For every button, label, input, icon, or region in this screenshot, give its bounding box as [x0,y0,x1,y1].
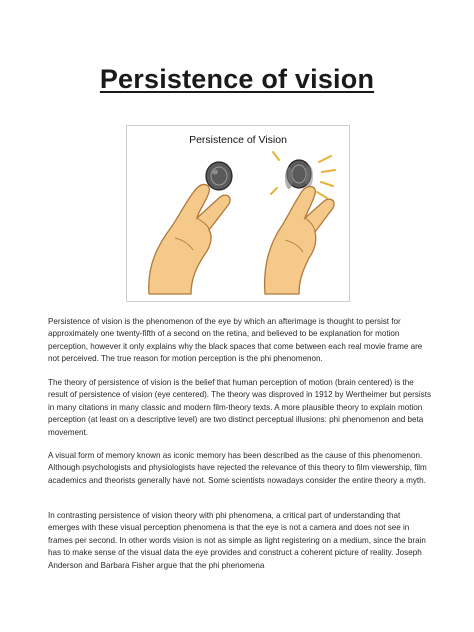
paragraph-1: Persistence of vision is the phenomenon of the eye by which an afterimage is thought to persist for approximately one twenty-fifth of a second on the retina, and believed to be explanation for motion perception, however it only explains why the black spaces that come between each real movie frame are not perceived. The true reason for motion perception is the phi phenomenon. [48,317,423,364]
figure-caption: Persistence of Vision [189,134,287,146]
spinning-coin-hands-illustration [127,126,349,301]
paragraph-4: In contrasting persistence of vision theory with phi phenomena, a critical part of understanding that emerges with these visual perception phenomena is that the eye is not a camera and does not see in frames per second. In other words vision is not as simple as light registering on a medium, since the brain has to make sense of the visual data the eye provides and construct a coherent picture of reality. Joseph Anderson and Barbara Fisher argue that the phi phenomena [48,511,426,570]
persistence-figure [126,125,350,302]
right-hand-icon [265,187,334,294]
left-hand-icon [149,185,230,294]
spinning-coin-icon [285,160,313,189]
coin-icon [206,162,232,190]
paragraph-3: A visual form of memory known as iconic memory has been described as the cause of this phenomenon. Although psychologists and physiologists have rejected the relevance of this theory to film viewership, film academics and theorists generally have not. Some scientists nowadays consider the entire theory a myth. [48,451,427,485]
paragraph-2: The theory of persistence of vision is the belief that human perception of motion (brain centered) is the result of persistence of vision (eye centered). The theory was disproved in 1912 by Wertheimer but persists in many citations in many classic and modern film-theory texts. A more plausible theory to explain motion perception (at least on a descriptive level) are two distinct perceptual illusions: phi phenomenon and beta movement. [48,378,431,437]
document-title: Persistence of vision [99,64,375,94]
